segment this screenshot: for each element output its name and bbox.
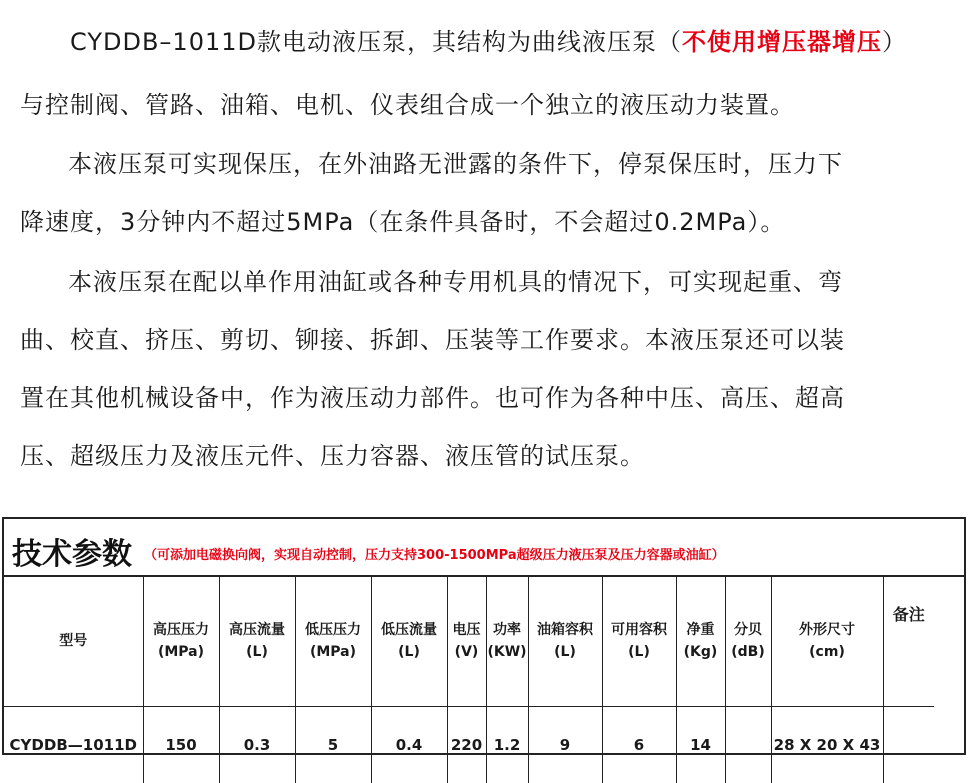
header-high-pressure: 高压压力 (MPa) (143, 576, 219, 707)
cell-high-pressure: 150 (143, 707, 219, 783)
cell-low-flow: 0.4 (371, 707, 447, 783)
header-tank-volume: 油箱容积 (L) (528, 576, 602, 707)
intro-line-7: 置在其他机械设备中，作为液压动力部件。也可作为各种中压、高压、超高 (20, 378, 969, 413)
header-low-flow: 低压流量 (L) (371, 576, 447, 707)
cell-usable-volume: 6 (602, 707, 676, 783)
spec-table (4, 575, 934, 783)
intro-line-5: 本液压泵在配以单作用油缸或各种专用机具的情况下，可实现起重、弯 (68, 262, 969, 297)
spec-header (4, 519, 964, 577)
intro-text: 款电动液压泵，其结构为曲线液压泵（ (257, 28, 682, 56)
cell-model: CYDDB—1011D (4, 707, 143, 783)
cell-remarks (883, 707, 934, 783)
intro-line-8: 压、超级压力及液压元件、压力容器、液压管的试压泵。 (20, 436, 969, 471)
intro-line-4: 降速度，3分钟内不超过5MPa（在条件具备时，不会超过0.2MPa）。 (20, 202, 969, 237)
highlight-note: 不使用增压器增压 (682, 28, 882, 56)
header-net-weight: 净重 (Kg) (676, 576, 725, 707)
header-decibel: 分贝 (dB) (725, 576, 771, 707)
header-dimensions: 外形尺寸 (cm) (771, 576, 883, 707)
cell-voltage: 220 (447, 707, 486, 783)
spec-note: （可添加电磁换向阀，实现自动控制，压力支持300-1500MPa超级压力液压泵及压力容器或油缸） (144, 544, 725, 563)
header-model: 型号 (4, 576, 143, 707)
cell-decibel (725, 707, 771, 783)
cell-power: 1.2 (486, 707, 528, 783)
header-remarks: 备注 (883, 576, 934, 707)
header-usable-volume: 可用容积 (L) (602, 576, 676, 707)
intro-paren-close: ） (882, 28, 907, 56)
intro-line-6: 曲、校直、挤压、剪切、铆接、拆卸、压装等工作要求。本液压泵还可以装 (20, 320, 969, 355)
cell-dimensions: 28 X 20 X 43 (771, 707, 883, 783)
cell-low-pressure: 5 (295, 707, 371, 783)
intro-line-2: 与控制阀、管路、油箱、电机、仪表组合成一个独立的液压动力装置。 (20, 85, 969, 120)
header-low-pressure: 低压压力 (MPa) (295, 576, 371, 707)
intro-line-3: 本液压泵可实现保压，在外油路无泄露的条件下，停泵保压时，压力下 (68, 144, 969, 179)
spec-panel (2, 517, 966, 755)
model-name: CYDDB–1011D (70, 28, 257, 56)
spec-title: 技术参数 (12, 529, 132, 573)
header-power: 功率 (KW) (486, 576, 528, 707)
header-voltage: 电压 (V) (447, 576, 486, 707)
intro-line-1 (70, 22, 969, 57)
cell-tank-volume: 9 (528, 707, 602, 783)
cell-high-flow: 0.3 (219, 707, 295, 783)
spec-header-row (4, 576, 934, 707)
header-high-flow: 高压流量 (L) (219, 576, 295, 707)
cell-net-weight: 14 (676, 707, 725, 783)
table-row (4, 707, 934, 783)
